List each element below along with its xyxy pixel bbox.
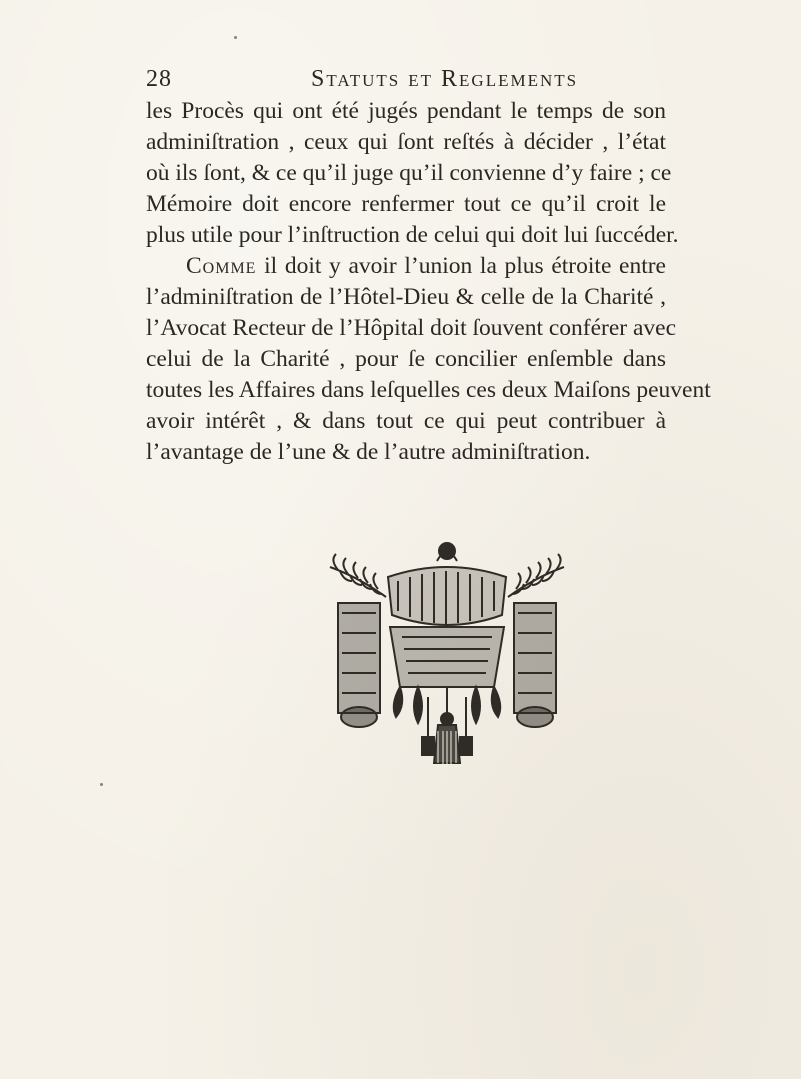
- text-line: l’Avocat Recteur de l’Hôpital doit ſouvent conférer avec: [146, 315, 677, 341]
- page-header: [146, 66, 666, 98]
- text-line: adminiſtration , ceux qui ſont reſtés à décider , l’état: [146, 129, 666, 155]
- text-line: l’adminiſtration de l’Hôtel-Dieu & celle de la Charité ,: [146, 284, 666, 310]
- paragraph-lead-word: Comme: [186, 253, 257, 279]
- text-line: toutes les Affaires dans leſquelles ces deux Maiſons peuvent: [146, 377, 711, 403]
- text-line: l’avantage de l’une & de l’autre adminiſtration.: [146, 439, 591, 465]
- paragraph-start-line: [146, 251, 666, 282]
- body-text: [146, 96, 711, 468]
- paper-speck: [234, 36, 237, 39]
- text-line: les Procès qui ont été jugés pendant le temps de son: [146, 98, 666, 124]
- cul-de-lampe-ornament-icon: [318, 537, 576, 773]
- text-line: Mémoire doit encore renfermer tout ce qu’il croit le: [146, 191, 666, 217]
- text-line: avoir intérêt , & dans tout ce qui peut contribuer à: [146, 408, 666, 434]
- text-line-rest: il doit y avoir l’union la plus étroite entre: [264, 253, 666, 279]
- paper-speck: [100, 783, 103, 786]
- running-title: Statuts et Reglements: [311, 66, 579, 92]
- text-line: plus utile pour l’inſtruction de celui qui doit lui ſuccéder.: [146, 222, 679, 248]
- text-line: où ils ſont, & ce qu’il juge qu’il convienne d’y faire ; ce: [146, 160, 672, 186]
- text-line: celui de la Charité , pour ſe concilier enſemble dans: [146, 346, 666, 372]
- page-number: 28: [146, 66, 172, 92]
